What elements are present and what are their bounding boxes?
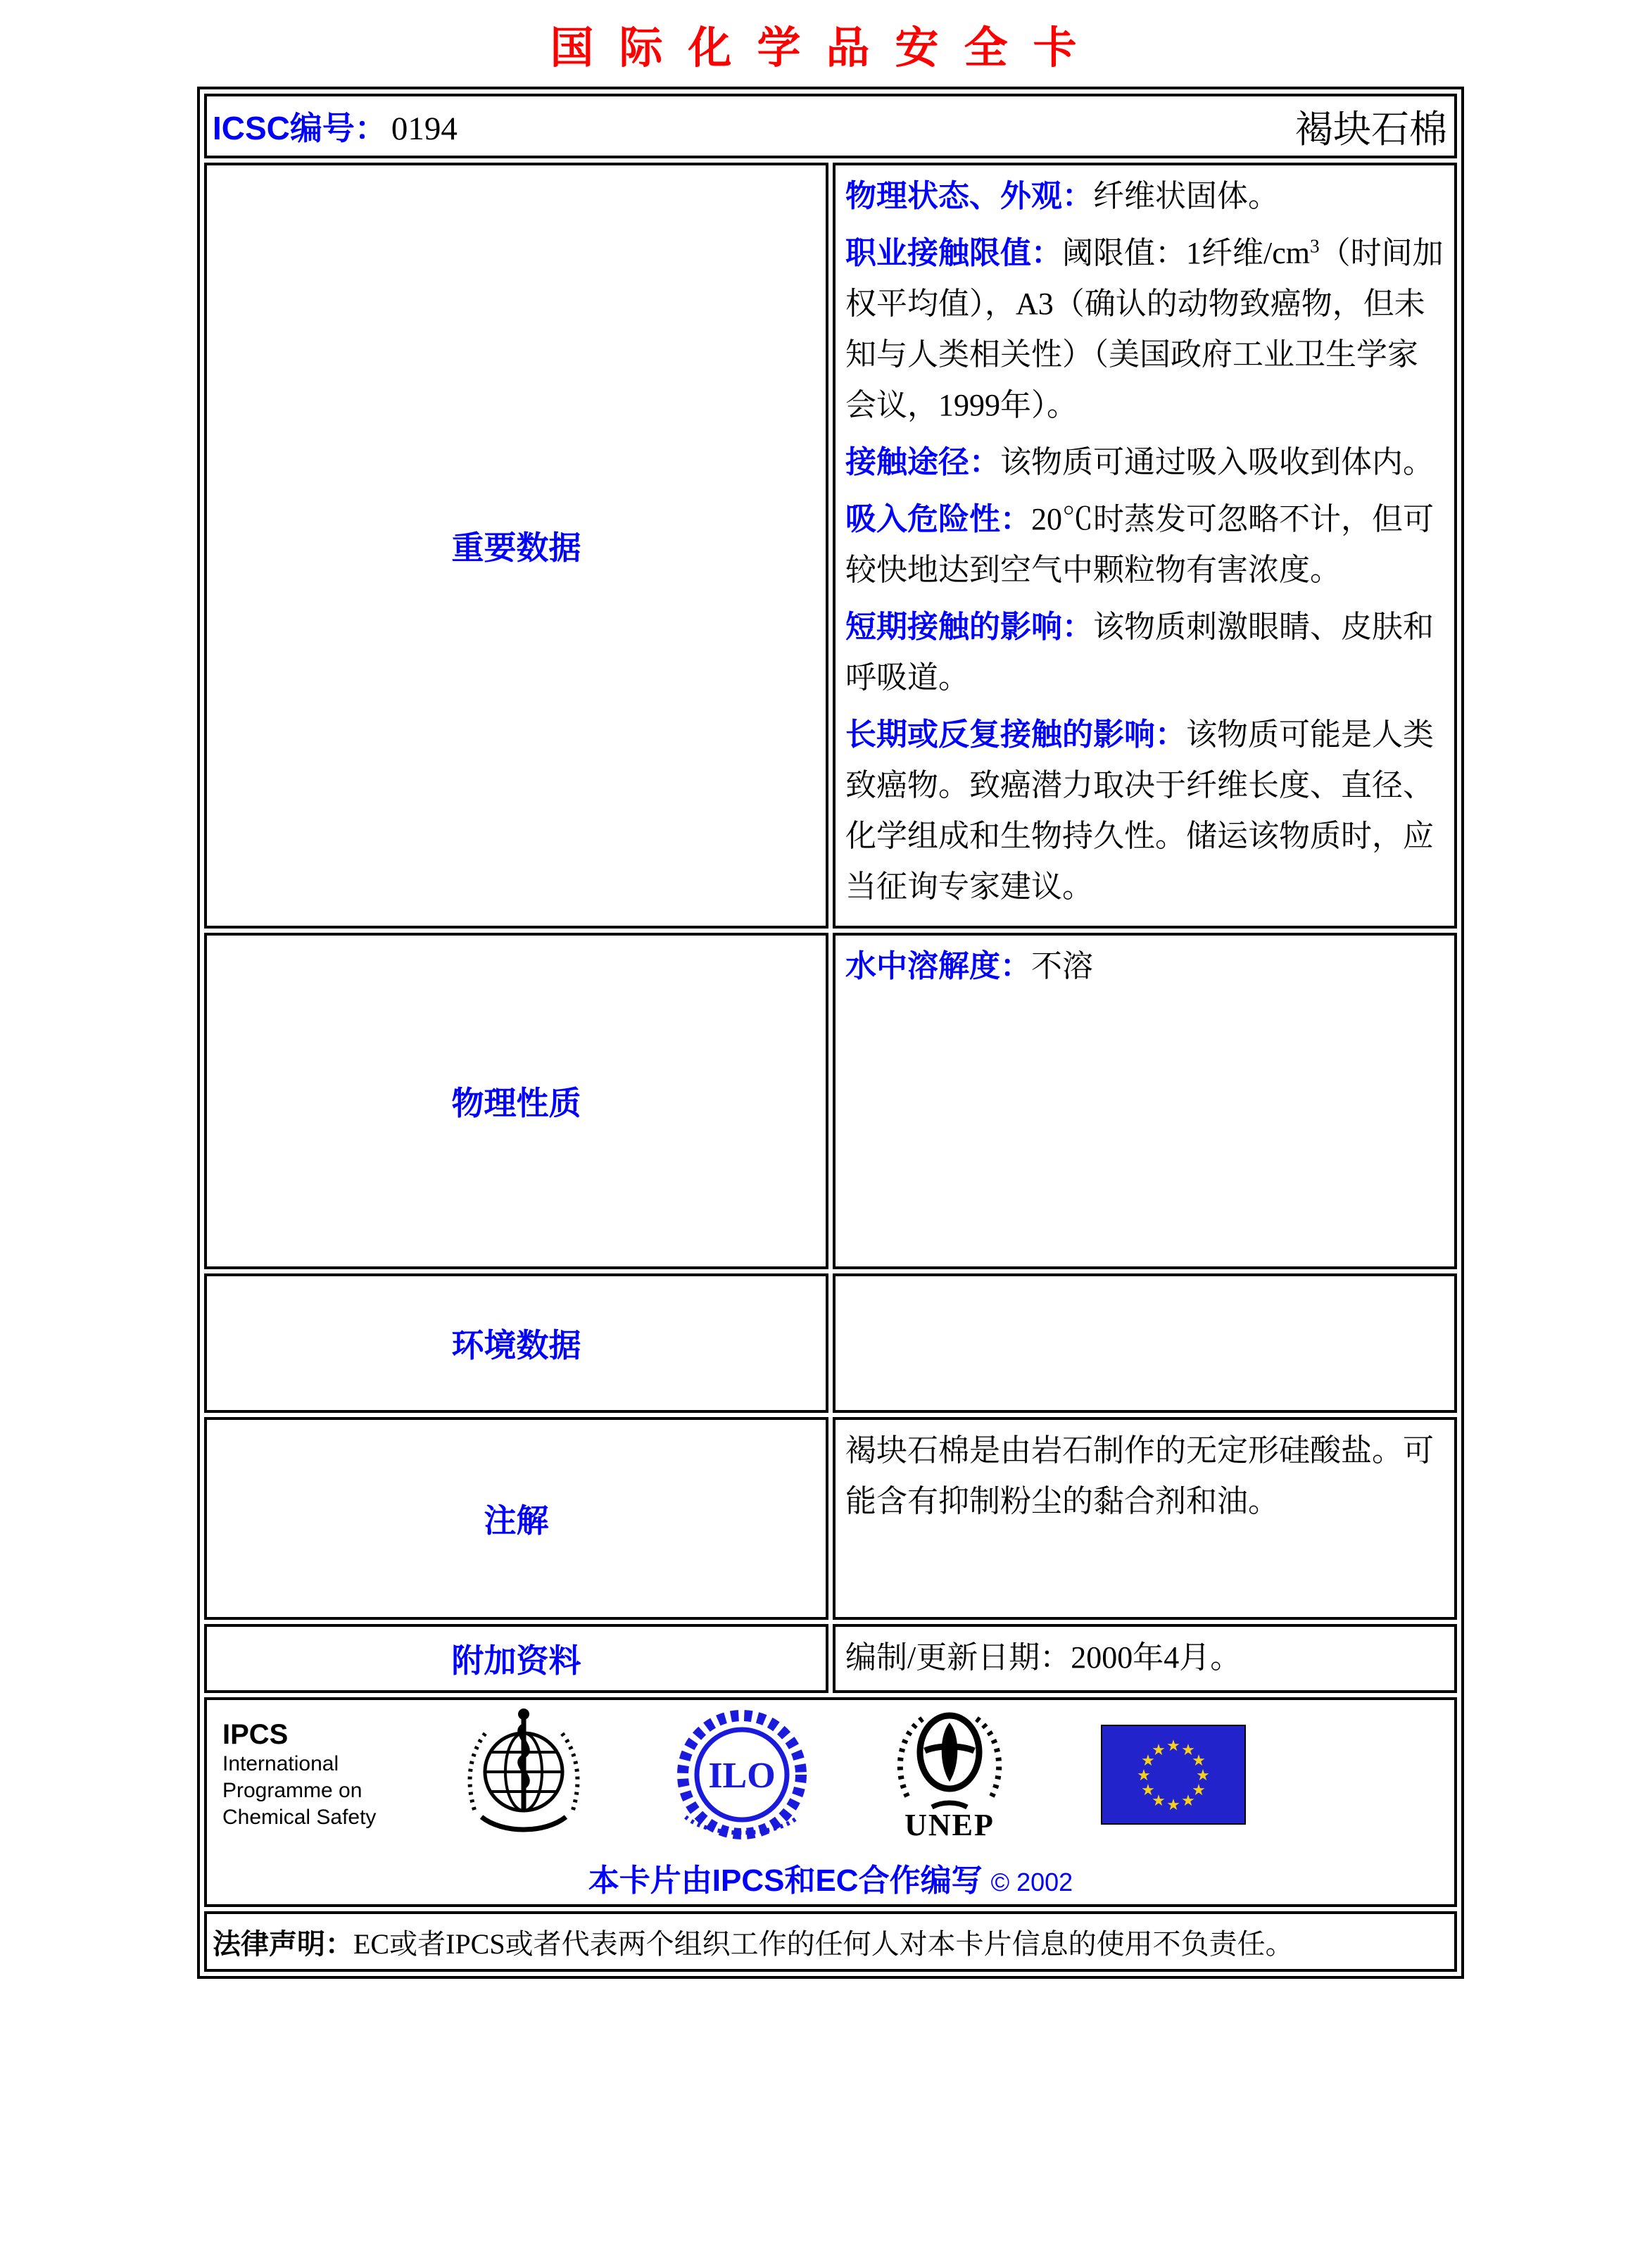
ipcs-subtitle-line: Programme on — [222, 1779, 362, 1802]
ilo-logo-text: ILO — [708, 1756, 776, 1796]
ipcs-subtitle-line: Chemical Safety — [222, 1806, 377, 1829]
svg-text:★: ★ — [1181, 1792, 1195, 1810]
credit-text: 本卡片由IPCS和EC合作编写 — [588, 1863, 983, 1898]
page-title: 国际化学品安全卡 — [550, 24, 1102, 73]
svg-text:★: ★ — [1181, 1742, 1195, 1759]
copyright-text: © 2002 — [990, 1868, 1073, 1896]
icsc-number-label: ICSC编号： — [213, 110, 387, 146]
footer-row — [204, 1697, 1457, 1907]
section-label-additional-info: 附加资料 — [204, 1624, 828, 1693]
legal-text: EC或者IPCS或者代表两个组织工作的任何人对本卡片信息的使用不负责任。 — [353, 1927, 1294, 1960]
section-label-notes: 注解 — [204, 1417, 828, 1620]
credit-line — [214, 1855, 1447, 1900]
icsc-card-table — [197, 87, 1464, 1979]
ilo-logo-icon — [671, 1704, 812, 1845]
header-row — [204, 94, 1457, 158]
legal-row — [204, 1911, 1457, 1972]
ipcs-text-block — [214, 1718, 434, 1831]
section-label-environmental-data: 环境数据 — [204, 1273, 828, 1413]
icsc-number-group — [213, 103, 458, 149]
important-data-item: 物理状态、外观：纤维状固体。 — [845, 179, 1279, 213]
svg-text:★: ★ — [1166, 1796, 1180, 1814]
legal-label: 法律声明： — [213, 1928, 353, 1960]
chemical-name: 褐块石棉 — [1295, 108, 1447, 151]
important-data-item: 短期接触的影响：该物质刺激眼睛、皮肤和呼吸道。 — [845, 610, 1434, 695]
section-content-notes: 褐块石棉是由岩石制作的无定形硅酸盐。可能含有抑制粉尘的黏合剂和油。 — [833, 1417, 1457, 1620]
svg-text:★: ★ — [1192, 1752, 1206, 1770]
unep-logo-text: UNEP — [904, 1808, 995, 1842]
svg-text:★: ★ — [1141, 1782, 1155, 1799]
svg-text:★: ★ — [1141, 1752, 1155, 1770]
svg-text:★: ★ — [1166, 1737, 1180, 1755]
section-label-important-data: 重要数据 — [204, 163, 828, 929]
superscript: 3 — [1309, 235, 1320, 257]
important-data-item: 长期或反复接触的影响：该物质可能是人类致癌物。致癌潜力取决于纤维长度、直径、化学组成和生物持久性。储运该物质时，应当征询专家建议。 — [845, 717, 1434, 904]
svg-text:★: ★ — [1152, 1742, 1166, 1759]
physical-property-item: 水中溶解度：不溶 — [845, 949, 1093, 983]
svg-text:★: ★ — [1192, 1782, 1206, 1799]
section-content-important-data — [833, 163, 1457, 929]
svg-text:★: ★ — [1152, 1792, 1166, 1810]
ipcs-subtitle-line: International — [222, 1752, 339, 1775]
icsc-number-value: 0194 — [391, 111, 458, 147]
important-data-item: 接触途径：该物质可通过吸入吸收到体内。 — [845, 445, 1434, 479]
section-label-physical-properties: 物理性质 — [204, 933, 828, 1269]
eu-flag-icon — [1101, 1725, 1246, 1825]
section-content-additional-info: 编制/更新日期：2000年4月。 — [833, 1624, 1457, 1693]
svg-text:★: ★ — [1137, 1767, 1151, 1785]
section-content-environmental-data — [833, 1273, 1457, 1413]
who-logo-icon — [453, 1704, 594, 1845]
important-data-item: 吸入危险性：20℃时蒸发可忽略不计，但可较快地达到空气中颗粒物有害浓度。 — [845, 502, 1434, 587]
section-content-physical-properties — [833, 933, 1457, 1269]
svg-text:★: ★ — [1196, 1767, 1210, 1785]
important-data-item: 职业接触限值：阈限值：1纤维$/cm^3$（时间加权平均值），A3（确认的动物致癌物，但未知与人类相关性）（美国政府工业卫生学家会议，1999年）。 — [845, 235, 1444, 422]
unep-logo-icon — [890, 1709, 1009, 1841]
ipcs-title: IPCS — [222, 1719, 289, 1750]
